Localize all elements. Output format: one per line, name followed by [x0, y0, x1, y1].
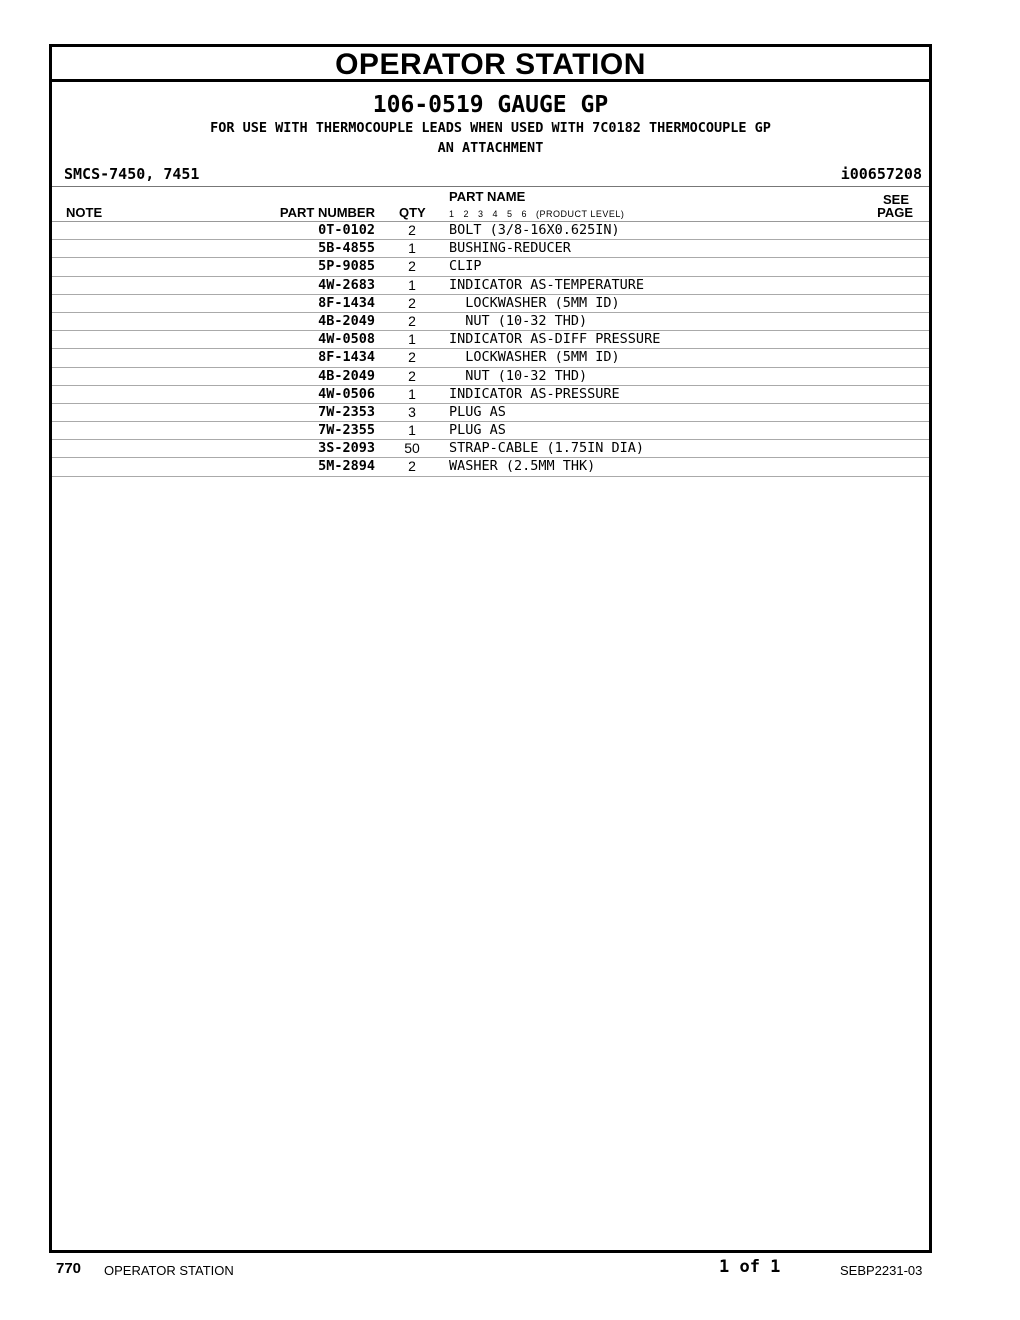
qty-cell: 2 — [408, 367, 416, 384]
qty-cell: 1 — [408, 422, 416, 439]
part-number-cell: 4B-2049 — [318, 367, 375, 384]
part-number-cell: 7W-2353 — [318, 403, 375, 420]
reference-row — [52, 164, 929, 187]
part-name-cell: LOCKWASHER (5MM ID) — [449, 349, 620, 366]
qty-cell: 2 — [408, 222, 416, 238]
column-see: SEE — [882, 192, 909, 207]
part-name-cell: INDICATOR AS-PRESSURE — [449, 385, 620, 402]
qty-cell: 2 — [408, 458, 416, 475]
table-row — [52, 368, 929, 386]
part-name-cell: PLUG AS — [449, 422, 506, 439]
parts-table — [52, 222, 929, 477]
table-row — [52, 222, 929, 240]
part-name-cell: BUSHING-REDUCER — [449, 240, 571, 257]
part-name-cell: CLIP — [449, 258, 482, 275]
qty-cell: 2 — [408, 294, 416, 311]
table-row — [52, 240, 929, 258]
footer-page-number: 770 — [56, 1260, 82, 1277]
part-number-cell: 4W-2683 — [318, 276, 375, 293]
part-number-cell: 8F-1434 — [318, 294, 375, 311]
column-part-name: PART NAME — [449, 189, 526, 204]
part-name-cell: PLUG AS — [449, 403, 506, 420]
illustration-id: i00657208 — [840, 165, 922, 183]
part-name-cell: INDICATOR AS-DIFF PRESSURE — [449, 331, 661, 348]
footer-document-number: SEBP2231-03 — [840, 1263, 923, 1278]
column-page: PAGE — [877, 205, 913, 220]
part-number-cell: 8F-1434 — [318, 349, 375, 366]
qty-cell: 2 — [408, 349, 416, 366]
table-row — [52, 404, 929, 422]
page-footer — [0, 1256, 1020, 1286]
table-row — [52, 331, 929, 349]
part-number-cell: 3S-2093 — [318, 440, 375, 457]
column-header — [52, 187, 929, 222]
part-name-cell: INDICATOR AS-TEMPERATURE — [449, 276, 645, 293]
group-note-line1: FOR USE WITH THERMOCOUPLE LEADS WHEN USED WITH 7C0182 THERMOCOUPLE GP — [210, 120, 771, 136]
qty-cell: 1 — [408, 240, 416, 257]
part-name-cell: NUT (10-32 THD) — [449, 312, 588, 329]
footer-section: OPERATOR STATION — [104, 1263, 234, 1278]
part-name-cell: NUT (10-32 THD) — [449, 367, 588, 384]
part-name-cell: STRAP-CABLE (1.75IN DIA) — [449, 440, 645, 457]
table-row — [52, 422, 929, 440]
section-title: OPERATOR STATION — [52, 47, 929, 82]
table-row — [52, 313, 929, 331]
part-number-cell: 5B-4855 — [318, 240, 375, 257]
qty-cell: 2 — [408, 258, 416, 275]
table-row — [52, 277, 929, 295]
group-note-line2: AN ATTACHMENT — [437, 140, 544, 156]
parts-page-frame — [49, 44, 932, 1253]
table-row — [52, 386, 929, 404]
column-note: NOTE — [66, 205, 103, 220]
part-number-cell: 4W-0508 — [318, 331, 375, 348]
table-row — [52, 440, 929, 458]
table-row — [52, 349, 929, 367]
part-name-cell: LOCKWASHER (5MM ID) — [449, 294, 620, 311]
part-number-cell: 5P-9085 — [318, 258, 375, 275]
qty-cell: 2 — [408, 312, 416, 329]
table-row — [52, 295, 929, 313]
group-title: 106-0519 GAUGE GP — [372, 92, 609, 118]
qty-cell: 50 — [404, 440, 420, 457]
part-number-cell: 5M-2894 — [318, 458, 375, 475]
part-number-cell: 0T-0102 — [318, 222, 375, 238]
part-number-cell: 7W-2355 — [318, 422, 375, 439]
part-name-cell: WASHER (2.5MM THK) — [449, 458, 596, 475]
column-qty: QTY — [399, 205, 426, 220]
smcs-code: SMCS-7450, 7451 — [64, 165, 200, 183]
qty-cell: 1 — [408, 385, 416, 402]
part-number-cell: 4B-2049 — [318, 312, 375, 329]
qty-cell: 1 — [408, 276, 416, 293]
column-part-number: PART NUMBER — [279, 205, 375, 220]
table-row — [52, 258, 929, 276]
part-number-cell: 4W-0506 — [318, 385, 375, 402]
qty-cell: 3 — [408, 403, 416, 420]
qty-cell: 1 — [408, 331, 416, 348]
table-row — [52, 458, 929, 476]
footer-page-count: 1 of 1 — [719, 1257, 781, 1277]
part-name-cell: BOLT (3/8-16X0.625IN) — [449, 222, 620, 238]
column-product-levels: 1 2 3 4 5 6 (PRODUCT LEVEL) — [449, 209, 625, 219]
